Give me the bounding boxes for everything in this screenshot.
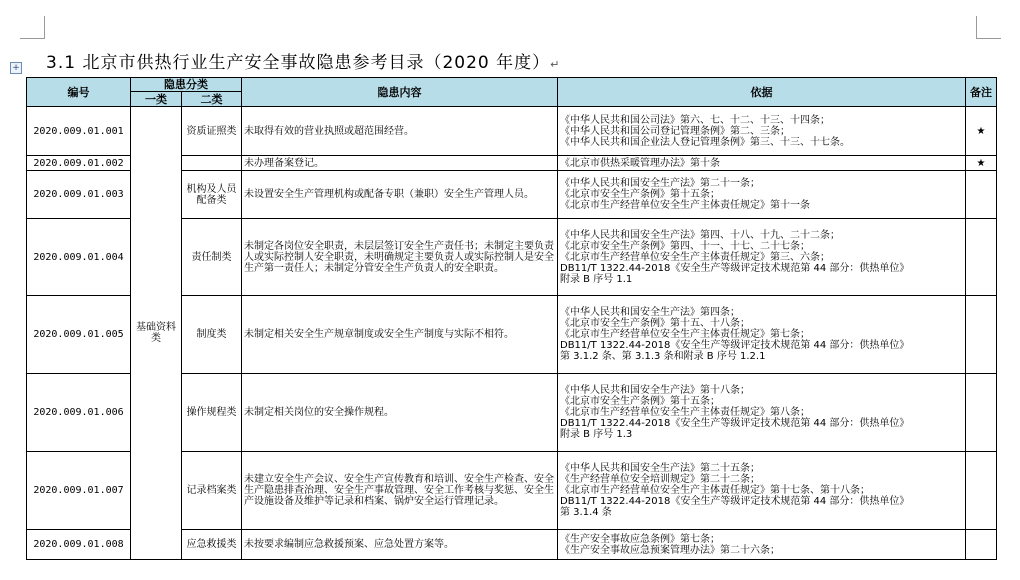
- basis-cell: [558, 530, 966, 560]
- hazard-table: [26, 77, 997, 560]
- basis-line: 《中华人民共和国公司登记管理条例》第二、三条；: [560, 125, 790, 137]
- note-star-icon: ★: [966, 156, 997, 171]
- basis-line: 第 3.1.4 条: [560, 507, 612, 518]
- row-code: 2020.009.01.006: [27, 374, 131, 452]
- category-2-cell: 应急救援类: [182, 530, 242, 560]
- basis-line: DB11/T 1322.44-2018《安全生产等级评定技术规范第 44 部分：供热单位》: [560, 262, 910, 274]
- category-1-cell: 基础资料类: [131, 107, 182, 560]
- basis-cell: [558, 374, 966, 452]
- hazard-content: 未制定各岗位安全职责，未层层签订安全生产责任书；未制定主要负责人或实际控制人安全职责，未明确规定主要负责人或实际控制人是安全生产第一责任人；未制定分管安全生产负责人的安全职责。: [242, 219, 558, 296]
- note-star-icon: ★: [966, 107, 997, 156]
- basis-line: 《生产安全事故应急条例》第七条；: [560, 533, 720, 545]
- basis-line: 《生产经营单位安全培训规定》第二十二条；: [560, 474, 760, 485]
- basis-line: DB11/T 1322.44-2018《安全生产等级评定技术规范第 44 部分：供热单位》: [560, 418, 910, 429]
- basis-cell: [558, 219, 966, 296]
- row-code: 2020.009.01.003: [27, 171, 131, 219]
- category-2-cell: [182, 156, 242, 171]
- note-cell: [966, 452, 997, 530]
- header-basis: 依据: [558, 78, 966, 107]
- row-code: 2020.009.01.005: [27, 296, 131, 374]
- category-2-cell: 责任制类: [182, 219, 242, 296]
- header-cat2: 二类: [182, 92, 242, 107]
- basis-line: 《生产安全事故应急预案管理办法》第二十六条；: [560, 544, 780, 556]
- basis-line: 《中华人民共和国安全生产法》第二十一条；: [560, 178, 760, 189]
- category-2-cell: 制度类: [182, 296, 242, 374]
- basis-line: 附录 B 序号 1.3: [560, 429, 633, 440]
- hazard-content: 未办理备案登记。: [242, 156, 558, 171]
- basis-line: 《北京市生产经营单位安全生产主体责任规定》第八条；: [560, 407, 810, 418]
- basis-line: 《北京市供热采暖管理办法》第十条: [560, 157, 720, 169]
- row-code: 2020.009.01.007: [27, 452, 131, 530]
- crop-mark-top-left: [20, 16, 45, 39]
- hazard-content: 未制定相关岗位的安全操作规程。: [242, 374, 558, 452]
- hazard-content: 未按要求编制应急救援预案、应急处置方案等。: [242, 530, 558, 560]
- title-text: 3.1 北京市供热行业生产安全事故隐患参考目录（2020 年度）: [46, 53, 551, 73]
- basis-line: 《北京市安全生产条例》第十五、十八条；: [560, 318, 750, 329]
- hazard-content: 未取得有效的营业执照或超范围经营。: [242, 107, 558, 156]
- row-code: 2020.009.01.004: [27, 219, 131, 296]
- basis-line: 《北京市安全生产条例》第十五条；: [560, 189, 720, 200]
- header-row-1: [27, 78, 997, 92]
- row-code: 2020.009.01.002: [27, 156, 131, 171]
- basis-line: DB11/T 1322.44-2018《安全生产等级评定技术规范第 44 部分：供热单位》: [560, 340, 910, 351]
- header-category: 隐患分类: [131, 78, 242, 92]
- category-2-cell: 机构及人员配备类: [182, 171, 242, 219]
- paragraph-mark-icon: ↵: [550, 58, 561, 71]
- basis-line: 《中华人民共和国安全生产法》第四、十八、十九、二十二条；: [560, 229, 840, 241]
- hazard-content: 未建立安全生产会议、安全生产宣传教育和培训、安全生产检查、安全生产隐患排查治理、安全生产事故管理、安全工作考核与奖惩、安全生产设施设备及维护等记录和档案、锅炉安全运行管理记录。: [242, 452, 558, 530]
- header-cat1: 一类: [131, 92, 182, 107]
- basis-line: 《北京市安全生产条例》第四、十一、十七、二十七条；: [560, 240, 810, 252]
- basis-line: 《中华人民共和国公司法》第六、七、十二、十三、十四条；: [560, 114, 830, 126]
- basis-line: 《中华人民共和国企业法人登记管理条例》第三、十三、十七条。: [560, 136, 850, 148]
- crop-mark-top-right: [976, 16, 1001, 39]
- note-cell: [966, 296, 997, 374]
- basis-cell: [558, 107, 966, 156]
- basis-cell: [558, 156, 966, 171]
- table-move-handle-icon[interactable]: +: [10, 62, 22, 74]
- note-cell: [966, 219, 997, 296]
- basis-line: 《中华人民共和国安全生产法》第四条；: [560, 307, 740, 318]
- basis-line: 附录 B 序号 1.1: [560, 273, 633, 285]
- header-content: 隐患内容: [242, 78, 558, 107]
- row-code: 2020.009.01.001: [27, 107, 131, 156]
- header-code: 编号: [27, 78, 131, 107]
- basis-line: 《中华人民共和国安全生产法》第二十五条；: [560, 463, 760, 474]
- hazard-content: 未设置安全生产管理机构或配备专职（兼职）安全生产管理人员。: [242, 171, 558, 219]
- basis-line: 《北京市安全生产条例》第十五条；: [560, 396, 720, 407]
- category-2-cell: 资质证照类: [182, 107, 242, 156]
- hazard-content: 未制定相关安全生产规章制度或安全生产制度与实际不相符。: [242, 296, 558, 374]
- note-cell: [966, 530, 997, 560]
- basis-cell: [558, 452, 966, 530]
- basis-line: 《北京市生产经营单位安全生产主体责任规定》第三、六条；: [560, 251, 830, 263]
- table-row: [27, 107, 997, 156]
- basis-cell: [558, 171, 966, 219]
- basis-line: 《北京市生产经营单位安全生产主体责任规定》第十七条、第十八条；: [560, 485, 870, 496]
- category-2-cell: 操作规程类: [182, 374, 242, 452]
- basis-cell: [558, 296, 966, 374]
- note-cell: [966, 171, 997, 219]
- note-cell: [966, 374, 997, 452]
- basis-line: 《中华人民共和国安全生产法》第十八条；: [560, 385, 750, 396]
- basis-line: 《北京市生产经营单位安全生产主体责任规定》第十一条: [560, 200, 810, 211]
- basis-line: DB11/T 1322.44-2018《安全生产等级评定技术规范第 44 部分：供热单位》: [560, 496, 910, 507]
- basis-line: 《北京市生产经营单位安全生产主体责任规定》第七条；: [560, 329, 810, 340]
- row-code: 2020.009.01.008: [27, 530, 131, 560]
- category-2-cell: 记录档案类: [182, 452, 242, 530]
- basis-line: 第 3.1.2 条、第 3.1.3 条和附录 B 序号 1.2.1: [560, 351, 766, 362]
- header-note: 备注: [966, 78, 997, 107]
- document-title: [46, 48, 560, 73]
